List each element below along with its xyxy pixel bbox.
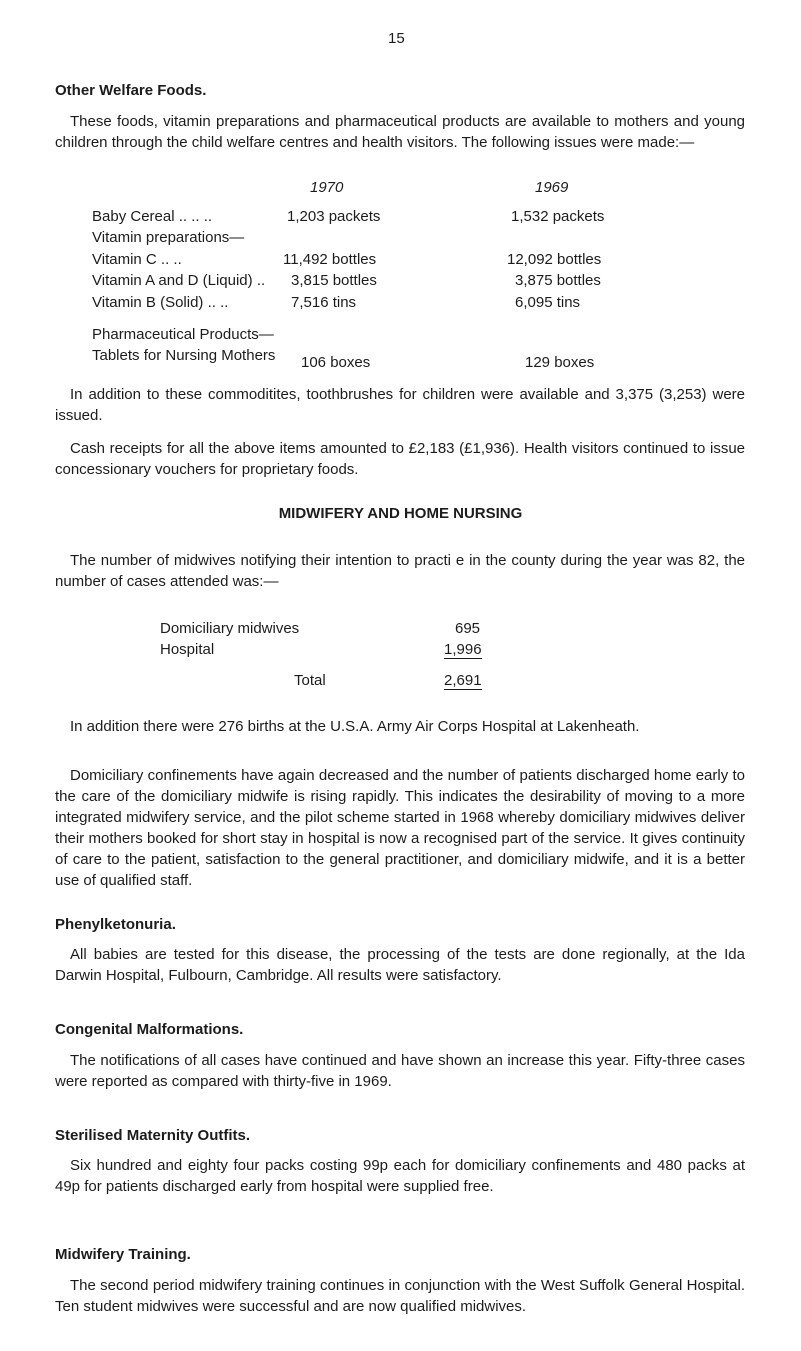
welfare-cash-text: Cash receipts for all the above items amounted to £2,183 (£1,936). Health visitors continued to issue concessionary vouchers for proprietary foods. [55, 440, 745, 478]
welfare-addition-text: In addition to these commoditites, toothbrushes for children were available and 3,375 (3,253) were issued. [55, 386, 745, 424]
row-value-1969: 6,095 tins [515, 294, 581, 311]
row-value-1970: 106 boxes [301, 354, 371, 371]
welfare-cash [55, 438, 745, 480]
midwifery-heading: MIDWIFERY AND HOME NURSING [278, 505, 523, 522]
training-text [55, 1275, 745, 1317]
midwifery-intro-text: The number of midwives notifying their intention to practi e in the county during the year was 82, the number of cases attended was:— [55, 552, 745, 590]
midwifery-births [55, 716, 745, 737]
midwifery-confinements-text: Domiciliary confinements have again decreased and the number of patients discharged home early to the care of the domiciliary midwife is rising rapidly. This indicates the desirability of moving to a more integrated midwifery service, and the pilot scheme started in 1968 whereby domiciliary midwives deliver their mothers booked for short stay in hospital is now a recognised part of the service. It gives continuity of care to the patient, satisfaction to the general practitioner, and domiciliary midwife, and it is a better use of qualified staff. [55, 767, 745, 889]
row-value-1970: 3,815 bottles [291, 272, 377, 289]
row-value-1969: 12,092 bottles [507, 251, 602, 268]
welfare-intro [55, 111, 745, 153]
welfare-addition [55, 384, 745, 426]
midwifery-intro [55, 550, 745, 592]
congenital-text [55, 1050, 745, 1092]
sterilised-text [55, 1155, 745, 1197]
row-label: Tablets for Nursing Mothers [92, 347, 276, 364]
row-label: Vitamin A and D (Liquid) .. [92, 272, 266, 289]
training-body: The second period midwifery training continues in conjunction with the West Suffolk General Hospital. Ten student midwives were successful and are now qualified midwives. [55, 1277, 745, 1315]
sterilised-body: Six hundred and eighty four packs costing 99p each for domiciliary confinements and 480 packs at 49p for patients discharged early from hospital were supplied free. [55, 1157, 745, 1195]
row-value-1970: 7,516 tins [291, 294, 357, 311]
midwifery-births-text: In addition there were 276 births at the U.S.A. Army Air Corps Hospital at Lakenheath. [70, 718, 640, 735]
row-label: Vitamin preparations— [92, 229, 245, 246]
hospital-label: Hospital [160, 641, 215, 658]
row-label: Pharmaceutical Products— [92, 326, 274, 343]
row-value-1969: 3,875 bottles [515, 272, 601, 289]
pku-heading: Phenylketonuria. [55, 916, 176, 933]
pku-text [55, 944, 745, 986]
row-value-1969: 129 boxes [525, 354, 595, 371]
sterilised-heading: Sterilised Maternity Outfits. [55, 1127, 251, 1144]
congenital-heading: Congenital Malformations. [55, 1021, 244, 1038]
col-1970-header: 1970 [310, 179, 344, 196]
row-label: Vitamin C .. .. [92, 251, 182, 268]
hospital-value: 1,996 [444, 641, 482, 658]
row-label: Vitamin B (Solid) .. .. [92, 294, 229, 311]
domiciliary-label: Domiciliary midwives [160, 620, 300, 637]
training-heading: Midwifery Training. [55, 1246, 191, 1263]
col-1969-header: 1969 [535, 179, 569, 196]
pku-body: All babies are tested for this disease, the processing of the tests are done regionally, at the Ida Darwin Hospital, Fulbourn, Cambridge. All results were satisfactory. [55, 946, 745, 984]
congenital-body: The notifications of all cases have continued and have shown an increase this year. Fifty-three cases were reported as compared with thirty-five in 1969. [55, 1052, 745, 1090]
welfare-heading: Other Welfare Foods. [55, 82, 207, 99]
row-value-1970: 11,492 bottles [283, 251, 377, 268]
row-value-1969: 1,532 packets [511, 208, 605, 225]
total-value: 2,691 [444, 672, 482, 689]
domiciliary-value: 695 [455, 620, 481, 637]
midwifery-confinements [55, 765, 745, 891]
row-label: Baby Cereal .. .. .. [92, 208, 213, 225]
total-label: Total [294, 672, 326, 689]
welfare-intro-text: These foods, vitamin preparations and pharmaceutical products are available to mothers and young children through the child welfare centres and health visitors. The following issues were made:— [55, 113, 745, 151]
page-number: 15 [388, 30, 405, 47]
row-value-1970: 1,203 packets [287, 208, 381, 225]
